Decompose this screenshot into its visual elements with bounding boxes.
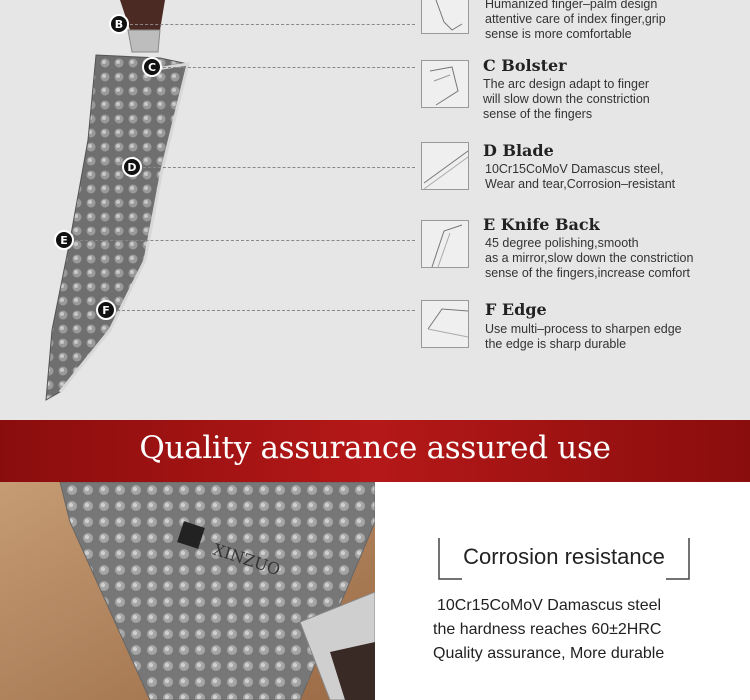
marker-b: B [109,14,129,34]
photo-brand: XINZUO [210,539,283,580]
connector-d [143,167,415,168]
feature-b-desc-line: sense is more comfortable [485,27,632,41]
thumb-knife-back-image [421,220,469,268]
feature-f-desc-line: the edge is sharp durable [485,337,627,351]
feature-d-desc [485,162,675,192]
feature-e-desc [485,236,693,281]
connector-f [117,310,415,311]
knife-photo [0,482,375,700]
marker-c: C [142,57,162,77]
connector-e [75,240,415,241]
feature-e-title: E Knife Back [483,215,600,234]
feature-d-desc-line: 10Cr15CoMoV Damascus steel, [485,162,664,176]
feature-e-desc-line: as a mirror,slow down the constriction [485,251,694,265]
thumb-handle-image [421,0,469,34]
marker-f: F [96,300,116,320]
marker-d: D [122,157,142,177]
feature-b-desc-line: Humanized finger–palm design [485,0,658,11]
feature-d-desc-line: Wear and tear,Corrosion–resistant [485,177,676,191]
connector-b [130,24,415,25]
feature-d-title: D Blade [483,141,554,160]
feature-f-desc-line: Use multi–process to sharpen edge [485,322,682,336]
feature-f-title: F Edge [485,300,547,319]
feature-b-desc [485,0,666,42]
thumb-bolster-image [421,60,469,108]
knife-illustration [0,0,420,420]
thumb-blade-image [421,142,469,190]
marker-e: E [54,230,74,250]
spec-line-hardness: the hardness reaches 60±2HRC [433,621,662,638]
feature-c-desc-line: The arc design adapt to finger [483,77,650,91]
connector-c [163,67,415,68]
banner-title: Quality assurance assured use [139,430,611,466]
corrosion-title: Corrosion resistance [463,544,665,569]
feature-e-desc-line: 45 degree polishing,smooth [485,236,639,250]
feature-b-desc-line: attentive care of index finger,grip [485,12,666,26]
thumb-edge-image [421,300,469,348]
feature-c-desc-line: sense of the fingers [483,107,593,121]
spec-line-quality: Quality assurance, More durable [433,645,665,662]
feature-e-desc-line: sense of the fingers,increase comfort [485,266,690,280]
feature-f-desc [485,322,682,352]
feature-c-desc-line: will slow down the constriction [483,92,650,106]
feature-c-desc [483,77,650,122]
feature-c-title: C Bolster [483,56,567,75]
spec-line-steel: 10Cr15CoMoV Damascus steel [437,597,662,614]
